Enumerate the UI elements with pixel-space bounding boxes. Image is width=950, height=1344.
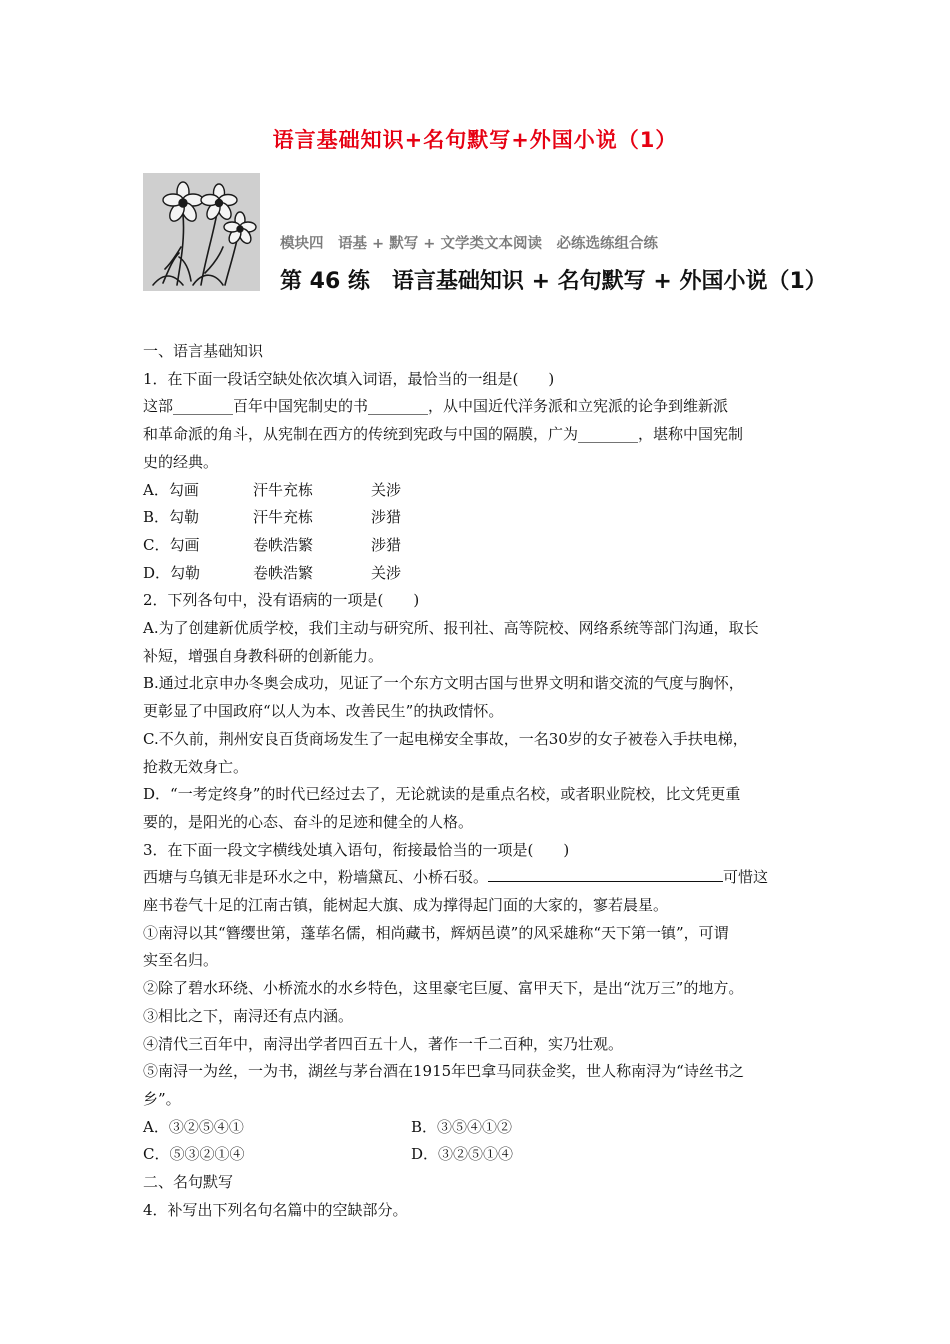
option-d: D．③②⑤①④ xyxy=(411,1145,514,1164)
passage-line: 座书卷气十足的江南古镇，能树起大旗、成为撑得起门面的大家的，寥若晨星。 xyxy=(143,896,669,915)
option-c: C．勾画 卷帙浩繁 涉猎 xyxy=(143,535,402,554)
option-a: A．勾画 汗牛充栋 关涉 xyxy=(143,480,402,499)
option-b-line: 更彰显了中国政府“以人为本、改善民生”的执政情怀。 xyxy=(143,702,504,721)
sentence-item: ②除了碧水环绕、小桥流水的水乡特色，这里豪宅巨厦、富甲天下，是出“沈万三”的地方。 xyxy=(143,979,744,998)
option-d: D．勾勒 卷帙浩繁 关涉 xyxy=(143,563,402,582)
sentence-item: 乡”。 xyxy=(143,1089,181,1108)
option-a: A．③②⑤④① xyxy=(143,1117,244,1136)
exercise-content xyxy=(143,338,811,1225)
option-a-line: 补短，增强自身教科研的创新能力。 xyxy=(143,646,384,665)
question-stem: 2．下列各句中，没有语病的一项是( ) xyxy=(143,591,420,610)
section-heading: 二、名句默写 xyxy=(143,1173,234,1192)
option-b: B．勾勒 汗牛充栋 涉猎 xyxy=(143,508,402,527)
sentence-item: ④清代三百年中，南浔出学者四百五十人，著作一千二百种，实乃壮观。 xyxy=(143,1034,624,1053)
sentence-item: ⑤南浔一为丝，一为书，湖丝与茅台酒在1915年巴拿马同获金奖，世人称南浔为“诗丝书之 xyxy=(143,1062,744,1081)
passage-line: 这部________百年中国宪制史的书________，从中国近代洋务派和立宪派的论争到维新派 xyxy=(143,397,729,416)
page-title: 语言基础知识+名句默写+外国小说（1） xyxy=(272,128,678,152)
question-stem: 1．在下面一段话空缺处依次填入词语，最恰当的一组是( ) xyxy=(143,369,555,388)
answer-blank xyxy=(488,865,723,882)
question-stem: 3．在下面一段文字横线处填入语句，衔接最恰当的一项是( ) xyxy=(143,840,570,859)
option-b-line: B.通过北京申办冬奥会成功，见证了一个东方文明古国与世界文明和谐交流的气度与胸怀， xyxy=(143,674,744,693)
option-c: C．⑤③②①④ xyxy=(143,1145,245,1164)
flower-sketch-image xyxy=(143,173,260,291)
lesson-title: 第 46 练 语言基础知识 + 名句默写 + 外国小说（1） xyxy=(280,269,827,294)
option-d-line: 要的，是阳光的心态、奋斗的足迹和健全的人格。 xyxy=(143,812,474,831)
passage-line: 史的经典。 xyxy=(143,452,219,471)
passage-line: 西塘与乌镇无非是环水之中，粉墙黛瓦、小桥石驳。 可惜这 xyxy=(143,864,811,892)
option-a-line: A.为了创建新优质学校，我们主动与研究所、报刊社、高等院校、网络系统等部门沟通，取长 xyxy=(143,619,759,638)
option-c-line: 抢救无效身亡。 xyxy=(143,757,249,776)
option-c-line: C.不久前，荆州安良百货商场发生了一起电梯安全事故，一名30岁的女子被卷入手扶电梯， xyxy=(143,729,748,748)
module-line: 模块四 语基 + 默写 + 文学类文本阅读 必练选练组合练 xyxy=(280,236,658,252)
options-row xyxy=(143,1141,811,1169)
option-d-line: D．“一考定终身”的时代已经过去了，无论就读的是重点名校，或者职业院校，比文凭更重 xyxy=(143,785,741,804)
section-heading: 一、语言基础知识 xyxy=(143,342,264,360)
passage-line: 和革命派的角斗，从宪制在西方的传统到宪政与中国的隔膜，广为________，堪称中国宪制 xyxy=(143,425,744,444)
sentence-item: 实至名归。 xyxy=(143,951,219,970)
sentence-item: ③相比之下，南浔还有点内涵。 xyxy=(143,1006,354,1025)
question-stem: 4．补写出下列名句名篇中的空缺部分。 xyxy=(143,1200,408,1219)
options-row xyxy=(143,1114,811,1142)
option-b: B．③⑤④①② xyxy=(411,1117,513,1136)
sentence-item: ①南浔以其“簪缨世第，蓬荜名儒，相尚藏书，辉炳邑谟”的风采雄称“天下第一镇”，可谓 xyxy=(143,923,729,942)
